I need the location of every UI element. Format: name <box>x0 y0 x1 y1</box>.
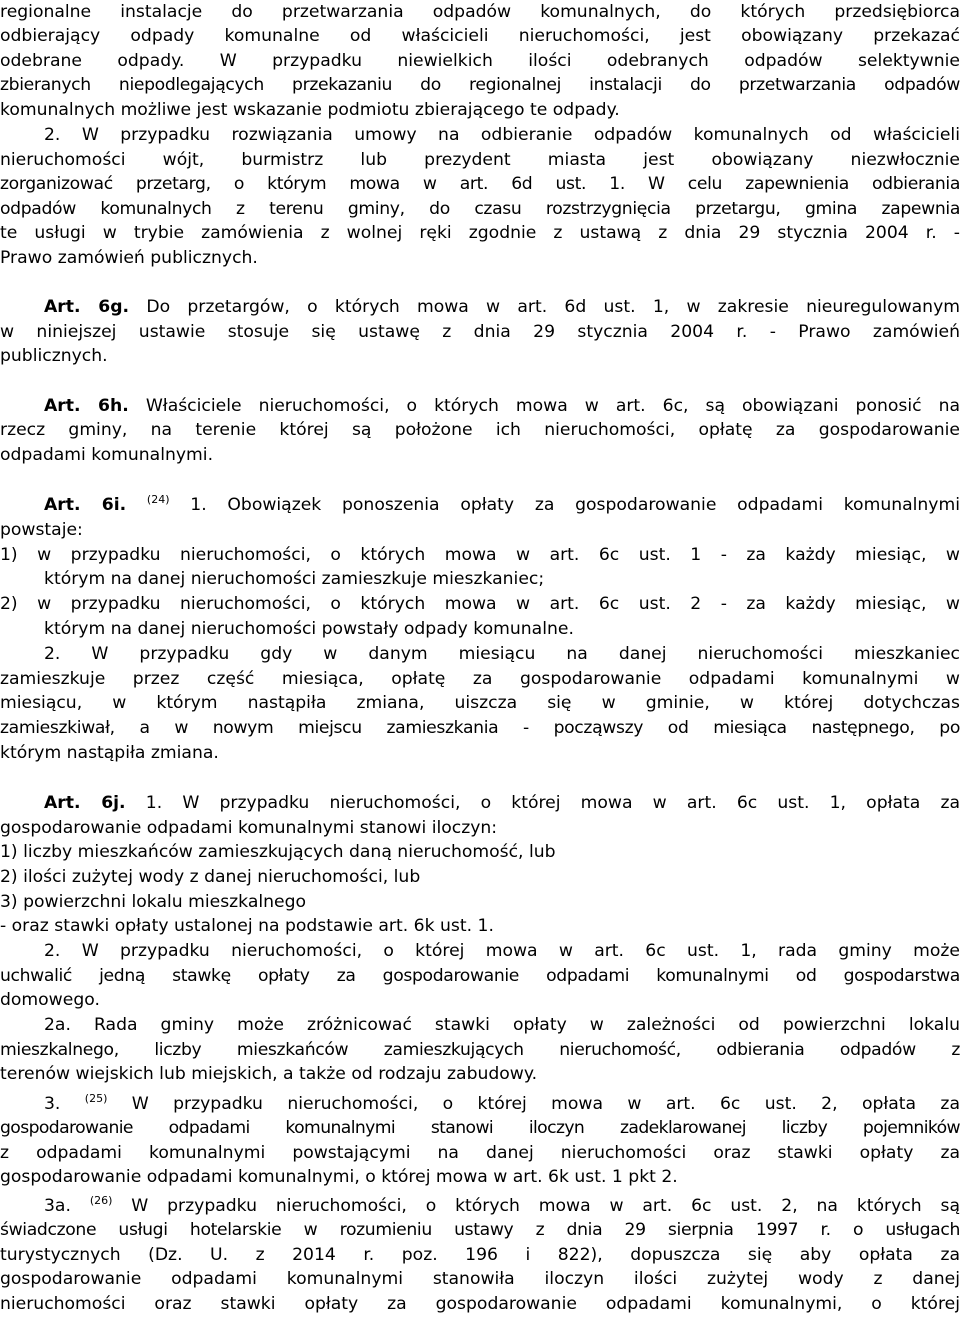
text-line: turystycznych (Dz. U. z 2014 r. poz. 196 i 822), dopuszcza się aby opłata za <box>0 1245 960 1265</box>
text-line: rzecz gminy, na terenie której są położone ich nieruchomości, opłatę za gospodarowanie <box>0 420 960 440</box>
text-line: zbieranych niepodlegających przekazaniu do regionalnej instalacji do przetwarzania odpadów <box>0 75 960 95</box>
text-line: nieruchomości oraz stawki opłaty za gospodarowanie odpadami komunalnymi, o której <box>0 1294 960 1314</box>
text-line: nieruchomości wójt, burmistrz lub prezydent miasta jest obowiązany niezwłocznie <box>0 150 960 170</box>
article-heading-line: Art. 6g. Do przetargów, o których mowa w art. 6d ust. 1, w zakresie nieuregulowanym <box>44 297 960 317</box>
article-heading-line: Art. 6i. $^{(24)}$ 1. Obowiązek ponoszenia opłaty za gospodarowanie odpadami komunalnymi <box>44 493 960 515</box>
text-line: komunalnych możliwe jest wskazanie podmiotu zbierającego te odpady. <box>0 100 620 120</box>
text-line: gospodarowanie odpadami komunalnymi stanowi iloczyn zadeklarowanej liczby pojemników <box>0 1118 960 1138</box>
footnote-reference: (26) <box>89 1194 113 1207</box>
list-item-continuation: którym na danej nieruchomości zamieszkuje mieszkaniec; <box>44 569 545 589</box>
article-heading-line: Art. 6j. 1. W przypadku nieruchomości, o której mowa w art. 6c ust. 1, opłata za <box>44 793 960 813</box>
paragraph-start-line: 3. $^{(25)}$ W przypadku nieruchomości, o której mowa w art. 6c ust. 2, opłata za <box>44 1092 960 1114</box>
list-item-line: 1) w przypadku nieruchomości, o których mowa w art. 6c ust. 1 - za każdy miesiąc, w <box>0 545 960 565</box>
article-number: Art. 6j. <box>44 793 126 813</box>
text-line: odpadów komunalnych z terenu gminy, do czasu rozstrzygnięcia przetargu, gmina zapewnia <box>0 199 960 219</box>
article-number: Art. 6i. <box>44 495 127 515</box>
article-number: Art. 6g. <box>44 297 130 317</box>
text-line: gospodarowanie odpadami komunalnymi, o której mowa w art. 6k ust. 1 pkt 2. <box>0 1167 678 1187</box>
text-line: mieszkalnego, liczby mieszkańców zamieszkujących nieruchomość, odbierania odpadów z <box>0 1040 960 1060</box>
text-line: domowego. <box>0 990 100 1010</box>
text-line: publicznych. <box>0 346 108 366</box>
text-line: odebrane odpady. W przypadku niewielkich ilości odebranych odpadów selektywnie <box>0 51 960 71</box>
paragraph-start-line: 2. W przypadku gdy w danym miesiącu na danej nieruchomości mieszkaniec <box>44 644 960 664</box>
text-line: miesiącu, w którym nastąpiła zmiana, uiszcza się w gminie, w której dotychczas <box>0 693 960 713</box>
paragraph-start-line: 2. W przypadku nieruchomości, o której mowa w art. 6c ust. 1, rada gminy może <box>44 941 960 961</box>
paragraph-start-line: 3a. $^{(26)}$ W przypadku nieruchomości, o których mowa w art. 6c ust. 2, na których są <box>44 1194 960 1216</box>
text-line: uchwalić jedną stawkę opłaty za gospodarowanie odpadami komunalnymi od gospodarstwa <box>0 966 960 986</box>
footnote-reference: (24) <box>146 493 170 506</box>
list-item-line: 3) powierzchni lokalu mieszkalnego <box>0 892 307 912</box>
text-line: zamieszkiwał, a w nowym miejscu zamieszkania - począwszy od miesiąca następnego, po <box>0 718 960 738</box>
list-item-line: 2) ilości zużytej wody z danej nieruchomości, lub <box>0 867 421 887</box>
text-line: powstaje: <box>0 520 83 540</box>
paragraph-start-line: 2a. Rada gminy może zróżnicować stawki opłaty w zależności od powierzchni lokalu <box>44 1015 960 1035</box>
text-line: - oraz stawki opłaty ustalonej na podstawie art. 6k ust. 1. <box>0 916 494 936</box>
list-item-line: 1) liczby mieszkańców zamieszkujących daną nieruchomość, lub <box>0 842 556 862</box>
paragraph-start-line: 2. W przypadku rozwiązania umowy na odbieranie odpadów komunalnych od właścicieli <box>44 125 960 145</box>
text-line: odbierający odpady komunalne od właścicieli nieruchomości, jest obowiązany przekazać <box>0 26 960 46</box>
text-line: zamieszkuje przez część miesiąca, opłatę za gospodarowanie odpadami komunalnymi w <box>0 669 960 689</box>
text-line: odpadami komunalnymi. <box>0 445 214 465</box>
text-line: te usługi w trybie zamówienia z wolnej ręki zgodnie z ustawą z dnia 29 stycznia 2004 r. - <box>0 223 960 243</box>
text-line: terenów wiejskich lub miejskich, a także od rodzaju zabudowy. <box>0 1064 538 1084</box>
text-line: świadczone usługi hotelarskie w rozumieniu ustawy z dnia 29 sierpnia 1997 r. o usługach <box>0 1220 960 1240</box>
list-item-continuation: którym na danej nieruchomości powstały odpady komunalne. <box>44 619 574 639</box>
text-line: zorganizować przetarg, o którym mowa w art. 6d ust. 1. W celu zapewnienia odbierania <box>0 174 960 194</box>
footnote-reference: (25) <box>84 1092 108 1105</box>
article-number: Art. 6h. <box>44 396 129 416</box>
text-line: gospodarowanie odpadami komunalnymi stanowi iloczyn: <box>0 818 498 838</box>
text-line: gospodarowanie odpadami komunalnymi stanowiła iloczyn ilości zużytej wody z danej <box>0 1269 960 1289</box>
text-line: z odpadami komunalnymi powstającymi na danej nieruchomości oraz stawki opłaty za <box>0 1143 960 1163</box>
article-heading-line: Art. 6h. Właściciele nieruchomości, o których mowa w art. 6c, są obowiązani ponosić na <box>44 396 960 416</box>
text-line: którym nastąpiła zmiana. <box>0 743 219 763</box>
list-item-line: 2) w przypadku nieruchomości, o których mowa w art. 6c ust. 2 - za każdy miesiąc, w <box>0 594 960 614</box>
text-line: w niniejszej ustawie stosuje się ustawę z dnia 29 stycznia 2004 r. - Prawo zamówień <box>0 322 960 342</box>
text-line: Prawo zamówień publicznych. <box>0 248 258 268</box>
text-line: regionalne instalacje do przetwarzania odpadów komunalnych, do których przedsiębiorca <box>0 2 960 22</box>
